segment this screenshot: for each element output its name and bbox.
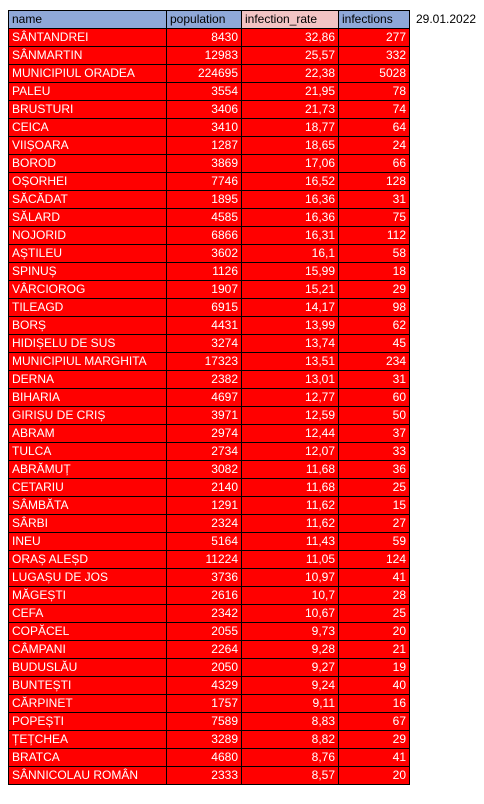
- header-infections[interactable]: infections: [339, 11, 410, 29]
- cell-name[interactable]: DERNA: [9, 371, 167, 389]
- cell-name[interactable]: MUNICIPIUL MARGHITA: [9, 353, 167, 371]
- cell-name[interactable]: TULCA: [9, 443, 167, 461]
- cell-infections[interactable]: 25: [339, 479, 410, 497]
- cell-infection-rate[interactable]: 8,82: [242, 731, 339, 749]
- cell-name[interactable]: VIIȘOARA: [9, 137, 167, 155]
- cell-infection-rate[interactable]: 11,62: [242, 497, 339, 515]
- cell-infection-rate[interactable]: 8,57: [242, 767, 339, 785]
- cell-infection-rate[interactable]: 11,05: [242, 551, 339, 569]
- table-row: [9, 245, 410, 263]
- cell-infection-rate[interactable]: 9,28: [242, 641, 339, 659]
- cell-infection-rate[interactable]: 22,38: [242, 65, 339, 83]
- cell-population[interactable]: 12983: [167, 47, 242, 65]
- cell-infections[interactable]: 20: [339, 767, 410, 785]
- cell-population[interactable]: 4431: [167, 317, 242, 335]
- cell-name[interactable]: BIHARIA: [9, 389, 167, 407]
- table-row: [9, 551, 410, 569]
- cell-infections[interactable]: 31: [339, 371, 410, 389]
- table-row: [9, 155, 410, 173]
- cell-infection-rate[interactable]: 11,43: [242, 533, 339, 551]
- cell-name[interactable]: CĂRPINET: [9, 695, 167, 713]
- cell-infections[interactable]: 20: [339, 623, 410, 641]
- cell-population[interactable]: 1907: [167, 281, 242, 299]
- table-row: [9, 353, 410, 371]
- table-row: [9, 137, 410, 155]
- table-row: [9, 389, 410, 407]
- cell-name[interactable]: COPĂCEL: [9, 623, 167, 641]
- table-row: [9, 677, 410, 695]
- cell-population[interactable]: 3082: [167, 461, 242, 479]
- cell-infection-rate[interactable]: 11,62: [242, 515, 339, 533]
- cell-infection-rate[interactable]: 15,21: [242, 281, 339, 299]
- cell-infection-rate[interactable]: 13,74: [242, 335, 339, 353]
- table-row: [9, 335, 410, 353]
- cell-population[interactable]: 7589: [167, 713, 242, 731]
- cell-infections[interactable]: 112: [339, 227, 410, 245]
- cell-population[interactable]: 3736: [167, 569, 242, 587]
- cell-infections[interactable]: 67: [339, 713, 410, 731]
- cell-name[interactable]: SÂNMARTIN: [9, 47, 167, 65]
- table-row: [9, 605, 410, 623]
- cell-name[interactable]: BRUSTURI: [9, 101, 167, 119]
- cell-infection-rate[interactable]: 13,99: [242, 317, 339, 335]
- table-row: [9, 623, 410, 641]
- table-row: [9, 461, 410, 479]
- cell-population[interactable]: 4697: [167, 389, 242, 407]
- cell-population[interactable]: 7746: [167, 173, 242, 191]
- cell-name[interactable]: BORȘ: [9, 317, 167, 335]
- cell-infection-rate[interactable]: 16,31: [242, 227, 339, 245]
- cell-infection-rate[interactable]: 18,77: [242, 119, 339, 137]
- cell-infection-rate[interactable]: 25,57: [242, 47, 339, 65]
- cell-infections[interactable]: 74: [339, 101, 410, 119]
- table-row: [9, 641, 410, 659]
- cell-infections[interactable]: 64: [339, 119, 410, 137]
- cell-population[interactable]: 3406: [167, 101, 242, 119]
- cell-infection-rate[interactable]: 16,36: [242, 209, 339, 227]
- cell-population[interactable]: 1126: [167, 263, 242, 281]
- table-row: [9, 263, 410, 281]
- cell-population[interactable]: 2616: [167, 587, 242, 605]
- table-row: [9, 173, 410, 191]
- cell-population[interactable]: 1757: [167, 695, 242, 713]
- table-row: [9, 749, 410, 767]
- cell-name[interactable]: SĂLARD: [9, 209, 167, 227]
- cell-infections[interactable]: 128: [339, 173, 410, 191]
- cell-population[interactable]: 6915: [167, 299, 242, 317]
- cell-name[interactable]: SPINUȘ: [9, 263, 167, 281]
- cell-infections[interactable]: 16: [339, 695, 410, 713]
- cell-infection-rate[interactable]: 11,68: [242, 479, 339, 497]
- cell-infections[interactable]: 36: [339, 461, 410, 479]
- cell-population[interactable]: 2140: [167, 479, 242, 497]
- cell-population[interactable]: 17323: [167, 353, 242, 371]
- cell-population[interactable]: 2055: [167, 623, 242, 641]
- table-row: [9, 569, 410, 587]
- cell-population[interactable]: 8430: [167, 29, 242, 47]
- cell-infection-rate[interactable]: 8,83: [242, 713, 339, 731]
- cell-infections[interactable]: 24: [339, 137, 410, 155]
- cell-name[interactable]: CEFA: [9, 605, 167, 623]
- cell-name[interactable]: INEU: [9, 533, 167, 551]
- cell-infections[interactable]: 28: [339, 587, 410, 605]
- cell-infection-rate[interactable]: 12,07: [242, 443, 339, 461]
- cell-infection-rate[interactable]: 10,7: [242, 587, 339, 605]
- table-row: [9, 47, 410, 65]
- cell-population[interactable]: 3869: [167, 155, 242, 173]
- cell-infection-rate[interactable]: 9,27: [242, 659, 339, 677]
- cell-name[interactable]: LUGAȘU DE JOS: [9, 569, 167, 587]
- cell-infection-rate[interactable]: 9,24: [242, 677, 339, 695]
- table-row: [9, 497, 410, 515]
- cell-infections[interactable]: 124: [339, 551, 410, 569]
- cell-population[interactable]: 1287: [167, 137, 242, 155]
- cell-population[interactable]: 224695: [167, 65, 242, 83]
- cell-infections[interactable]: 15: [339, 497, 410, 515]
- cell-infection-rate[interactable]: 18,65: [242, 137, 339, 155]
- cell-name[interactable]: ABRĂMUȚ: [9, 461, 167, 479]
- cell-infections[interactable]: 41: [339, 749, 410, 767]
- cell-population[interactable]: 2050: [167, 659, 242, 677]
- cell-infections[interactable]: 332: [339, 47, 410, 65]
- cell-infections[interactable]: 78: [339, 83, 410, 101]
- cell-name[interactable]: OȘORHEI: [9, 173, 167, 191]
- cell-name[interactable]: CEICA: [9, 119, 167, 137]
- cell-name[interactable]: PALEU: [9, 83, 167, 101]
- table-row: [9, 767, 410, 785]
- cell-population[interactable]: 3602: [167, 245, 242, 263]
- cell-infections[interactable]: 25: [339, 605, 410, 623]
- cell-infections[interactable]: 29: [339, 731, 410, 749]
- header-name[interactable]: name: [9, 11, 167, 29]
- cell-infections[interactable]: 29: [339, 281, 410, 299]
- table-row: [9, 299, 410, 317]
- cell-population[interactable]: 4329: [167, 677, 242, 695]
- table-row: [9, 191, 410, 209]
- table-row: [9, 29, 410, 47]
- cell-infections[interactable]: 27: [339, 515, 410, 533]
- cell-infection-rate[interactable]: 13,01: [242, 371, 339, 389]
- date-cell[interactable]: 29.01.2022: [416, 12, 477, 26]
- cell-population[interactable]: 3274: [167, 335, 242, 353]
- cell-name[interactable]: NOJORID: [9, 227, 167, 245]
- cell-infections[interactable]: 19: [339, 659, 410, 677]
- table-body: [9, 29, 410, 785]
- table-row: [9, 119, 410, 137]
- cell-infections[interactable]: 98: [339, 299, 410, 317]
- cell-name[interactable]: BRATCA: [9, 749, 167, 767]
- table-row: [9, 695, 410, 713]
- cell-infection-rate[interactable]: 10,67: [242, 605, 339, 623]
- cell-name[interactable]: SÂNTANDREI: [9, 29, 167, 47]
- cell-infections[interactable]: 234: [339, 353, 410, 371]
- cell-name[interactable]: GIRIȘU DE CRIȘ: [9, 407, 167, 425]
- cell-infections[interactable]: 277: [339, 29, 410, 47]
- cell-population[interactable]: 2264: [167, 641, 242, 659]
- table-row: [9, 515, 410, 533]
- cell-population[interactable]: 1895: [167, 191, 242, 209]
- cell-infections[interactable]: 41: [339, 569, 410, 587]
- cell-infections[interactable]: 50: [339, 407, 410, 425]
- cell-population[interactable]: 2974: [167, 425, 242, 443]
- cell-infections[interactable]: 5028: [339, 65, 410, 83]
- table-row: [9, 533, 410, 551]
- cell-infection-rate[interactable]: 9,73: [242, 623, 339, 641]
- cell-infections[interactable]: 59: [339, 533, 410, 551]
- cell-population[interactable]: 2382: [167, 371, 242, 389]
- cell-name[interactable]: ABRAM: [9, 425, 167, 443]
- cell-infection-rate[interactable]: 10,97: [242, 569, 339, 587]
- table-row: [9, 227, 410, 245]
- cell-name[interactable]: BUDUSLĂU: [9, 659, 167, 677]
- cell-infection-rate[interactable]: 16,36: [242, 191, 339, 209]
- table-row: [9, 209, 410, 227]
- cell-name[interactable]: ORAȘ ALEȘD: [9, 551, 167, 569]
- cell-population[interactable]: 6866: [167, 227, 242, 245]
- table-row: [9, 425, 410, 443]
- cell-population[interactable]: 2342: [167, 605, 242, 623]
- cell-infection-rate[interactable]: 12,44: [242, 425, 339, 443]
- cell-infection-rate[interactable]: 12,77: [242, 389, 339, 407]
- cell-name[interactable]: AȘTILEU: [9, 245, 167, 263]
- cell-infections[interactable]: 45: [339, 335, 410, 353]
- table-row: [9, 101, 410, 119]
- cell-name[interactable]: BUNTEȘTI: [9, 677, 167, 695]
- cell-population[interactable]: 3554: [167, 83, 242, 101]
- cell-infections[interactable]: 62: [339, 317, 410, 335]
- table-row: [9, 587, 410, 605]
- cell-name[interactable]: HIDIȘELU DE SUS: [9, 335, 167, 353]
- table-row: [9, 83, 410, 101]
- cell-population[interactable]: 4680: [167, 749, 242, 767]
- cell-population[interactable]: 2324: [167, 515, 242, 533]
- cell-name[interactable]: SĂCĂDAT: [9, 191, 167, 209]
- cell-name[interactable]: POPEȘTI: [9, 713, 167, 731]
- cell-population[interactable]: 1291: [167, 497, 242, 515]
- cell-infection-rate[interactable]: 16,1: [242, 245, 339, 263]
- cell-infections[interactable]: 66: [339, 155, 410, 173]
- table-row: [9, 659, 410, 677]
- table-row: [9, 281, 410, 299]
- infection-table: [8, 10, 410, 785]
- cell-infection-rate[interactable]: 8,76: [242, 749, 339, 767]
- cell-infection-rate[interactable]: 17,06: [242, 155, 339, 173]
- cell-name[interactable]: MĂGEȘTI: [9, 587, 167, 605]
- cell-infection-rate[interactable]: 21,73: [242, 101, 339, 119]
- cell-name[interactable]: SÂRBI: [9, 515, 167, 533]
- cell-infections[interactable]: 21: [339, 641, 410, 659]
- cell-name[interactable]: BOROD: [9, 155, 167, 173]
- table-row: [9, 317, 410, 335]
- cell-name[interactable]: SÂMBĂTA: [9, 497, 167, 515]
- cell-infection-rate[interactable]: 11,68: [242, 461, 339, 479]
- cell-infection-rate[interactable]: 21,95: [242, 83, 339, 101]
- cell-population[interactable]: 3410: [167, 119, 242, 137]
- table-row: [9, 407, 410, 425]
- table-row: [9, 713, 410, 731]
- cell-population[interactable]: 3289: [167, 731, 242, 749]
- table-row: [9, 731, 410, 749]
- cell-name[interactable]: MUNICIPIUL ORADEA: [9, 65, 167, 83]
- cell-infections[interactable]: 40: [339, 677, 410, 695]
- cell-infection-rate[interactable]: 16,52: [242, 173, 339, 191]
- cell-infections[interactable]: 75: [339, 209, 410, 227]
- cell-name[interactable]: TILEAGD: [9, 299, 167, 317]
- cell-population[interactable]: 4585: [167, 209, 242, 227]
- cell-infection-rate[interactable]: 32,86: [242, 29, 339, 47]
- cell-infection-rate[interactable]: 15,99: [242, 263, 339, 281]
- table-row: [9, 65, 410, 83]
- cell-infections[interactable]: 58: [339, 245, 410, 263]
- cell-infection-rate[interactable]: 12,59: [242, 407, 339, 425]
- header-population[interactable]: population: [167, 11, 242, 29]
- cell-name[interactable]: VÂRCIOROG: [9, 281, 167, 299]
- table-row: [9, 371, 410, 389]
- header-infection-rate[interactable]: infection_rate: [242, 11, 339, 29]
- cell-infection-rate[interactable]: 9,11: [242, 695, 339, 713]
- cell-name[interactable]: ȚEȚCHEA: [9, 731, 167, 749]
- cell-name[interactable]: CÂMPANI: [9, 641, 167, 659]
- cell-infections[interactable]: 31: [339, 191, 410, 209]
- cell-population[interactable]: 5164: [167, 533, 242, 551]
- cell-infections[interactable]: 33: [339, 443, 410, 461]
- cell-infection-rate[interactable]: 13,51: [242, 353, 339, 371]
- cell-population[interactable]: 2333: [167, 767, 242, 785]
- header-row: [9, 11, 410, 29]
- cell-population[interactable]: 3971: [167, 407, 242, 425]
- cell-infections[interactable]: 60: [339, 389, 410, 407]
- table-row: [9, 479, 410, 497]
- cell-name[interactable]: CETARIU: [9, 479, 167, 497]
- cell-population[interactable]: 11224: [167, 551, 242, 569]
- table-row: [9, 443, 410, 461]
- cell-infection-rate[interactable]: 14,17: [242, 299, 339, 317]
- cell-infections[interactable]: 37: [339, 425, 410, 443]
- cell-population[interactable]: 2734: [167, 443, 242, 461]
- cell-infections[interactable]: 18: [339, 263, 410, 281]
- cell-name[interactable]: SÂNNICOLAU ROMÂN: [9, 767, 167, 785]
